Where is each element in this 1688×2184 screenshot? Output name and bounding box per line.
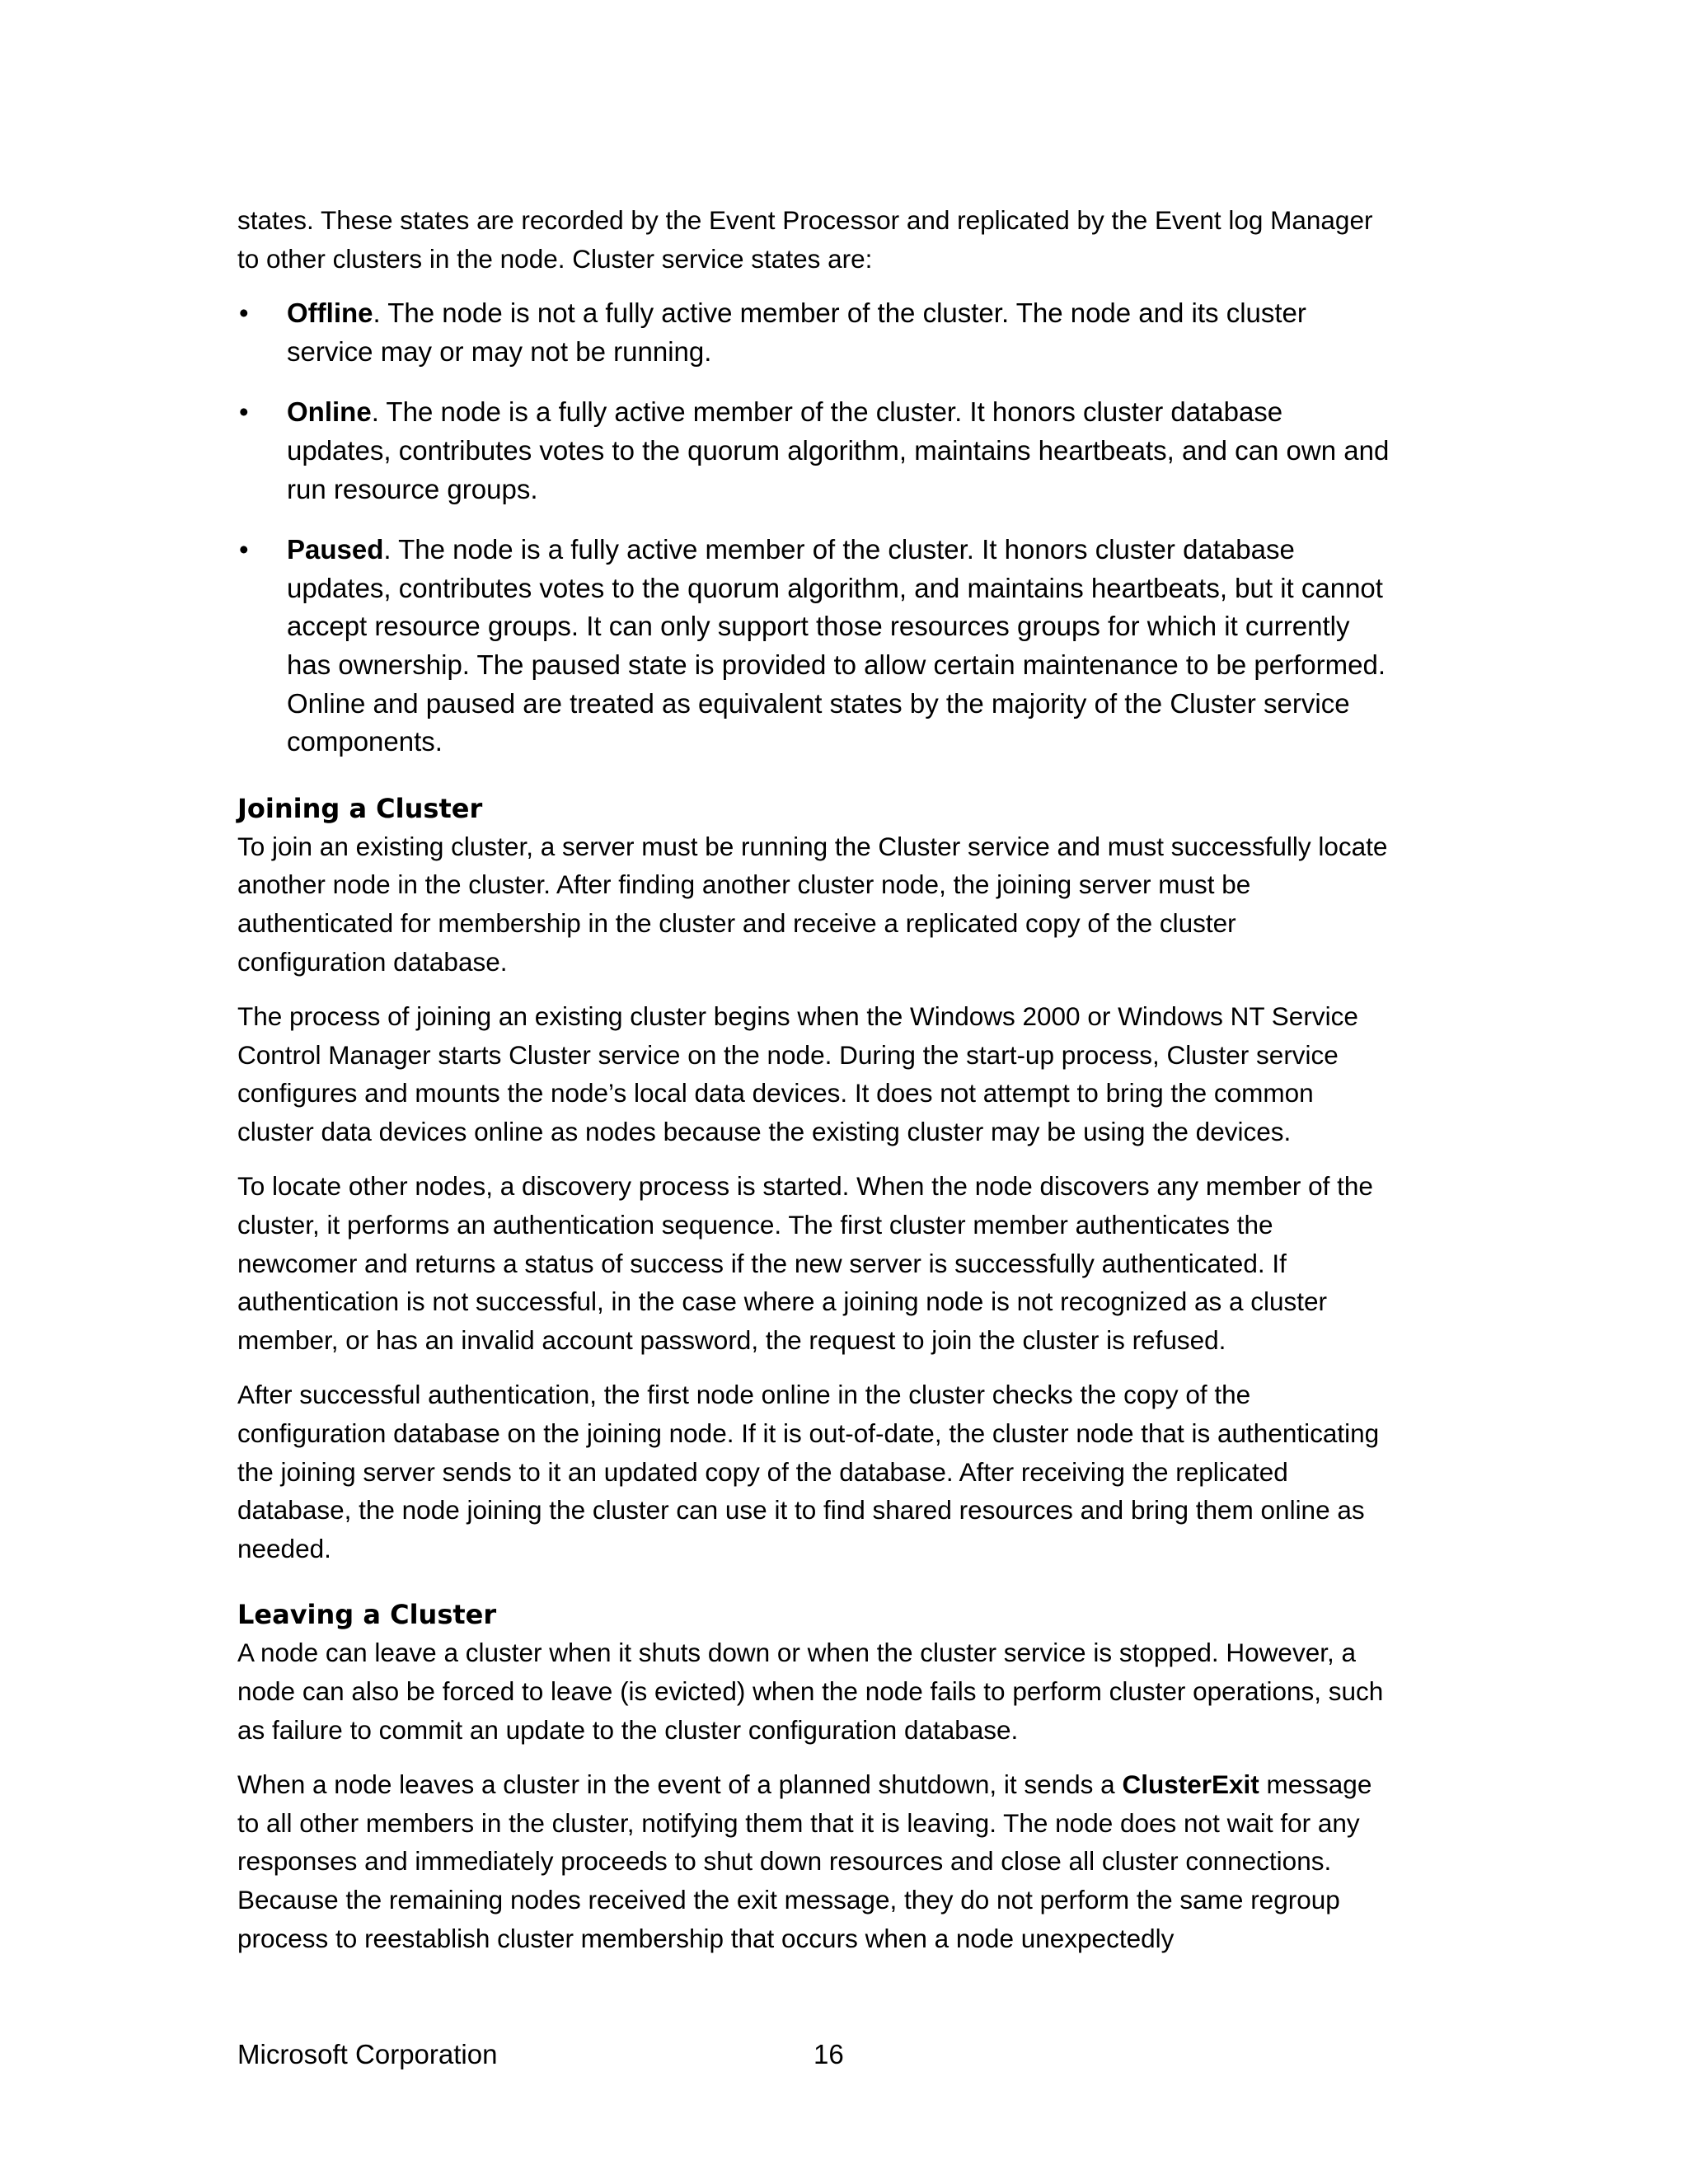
joining-heading: Joining a Cluster [237,792,483,824]
joining-paragraph-1: To join an existing cluster, a server must be running the Cluster service and must successfully locate another node in the cluster. After finding another cluster node, the joining server must be authenticated for membership in the cluster and receive a replicated copy of the cluster configuration database. [237,831,1388,977]
state-description: . The node is a fully active member of the cluster. It honors cluster database updates, contributes votes to the quorum algorithm, maintains heartbeats, and can own and run resource groups. [287,396,1390,504]
bullet-icon: • [239,298,249,329]
leaving-heading: Leaving a Cluster [237,1599,497,1631]
leaving-p2-lead: When a node leaves a cluster in the event of a planned shutdown, it sends a [237,1769,1123,1800]
leaving-paragraph-1: A node can leave a cluster when it shuts down or when the cluster service is stopped. However, a node can also be forced to leave (is evicted) when the node fails to perform cluster operations, such as failure to commit an update to the cluster configuration database. [237,1638,1384,1745]
state-term: Offline [287,298,373,329]
list-item-paused [237,531,1391,762]
page-number: 16 [814,2039,844,2069]
leaving-paragraph-2 [237,1765,1391,1957]
intro-paragraph: states. These states are recorded by the Event Processor and replicated by the Event log Manager to other clusters in the node. Cluster service states are: [237,205,1373,274]
cluster-states-list [237,294,1391,762]
joining-paragraph-4: After successful authentication, the first node online in the cluster checks the copy of the configuration database on the joining node. If it is out-of-date, the cluster node that is authenticating the joining server sends to it an updated copy of the database. After receiving the replicated database, the node joining the cluster can use it to find shared resources and bring them online as needed. [237,1380,1380,1563]
state-term: Online [287,396,372,428]
bullet-icon: • [239,396,249,428]
list-item-online [237,393,1391,509]
leaving-p2-rest: message to all other members in the cluster, notifying them that it is leaving. The node does not wait for any responses and immediately proceeds to shut down resources and close all cluster connections. Because the remaining nodes received the exit message, they do not perform the same regroup process to reestablish cluster membership that occurs when a node unexpectedly [237,1769,1372,1953]
joining-paragraph-3: To locate other nodes, a discovery process is started. When the node discovers any member of the cluster, it performs an authentication sequence. The first cluster member authenticates the newcomer and returns a status of success if the new server is successfully authenticated. If authentication is not successful, in the case where a joining node is not recognized as a cluster member, or has an invalid account password, the request to join the cluster is refused. [237,1171,1373,1355]
footer-company: Microsoft Corporation [237,2039,498,2069]
page-content [237,201,1391,1974]
cluster-exit-term: ClusterExit [1122,1769,1259,1800]
joining-paragraph-2: The process of joining an existing cluster begins when the Windows 2000 or Windows NT Service Control Manager starts Cluster service on the node. During the start-up process, Cluster service configures and mounts the node’s local data devices. It does not attempt to bring the common cluster data devices online as nodes because the existing cluster may be using the devices. [237,1001,1358,1146]
state-term: Paused [287,534,384,565]
state-description: . The node is a fully active member of the cluster. It honors cluster database updates, contributes votes to the quorum algorithm, and maintains heartbeats, but it cannot accept resource groups. It can only support those resources groups for which it currently has ownership. The paused state is provided to allow certain maintenance to be performed. Online and paused are treated as equivalent states by the majority of the Cluster service components. [287,534,1386,757]
state-description: . The node is not a fully active member of the cluster. The node and its cluster service may or may not be running. [287,298,1306,367]
list-item-offline [237,294,1391,371]
bullet-icon: • [239,534,249,565]
